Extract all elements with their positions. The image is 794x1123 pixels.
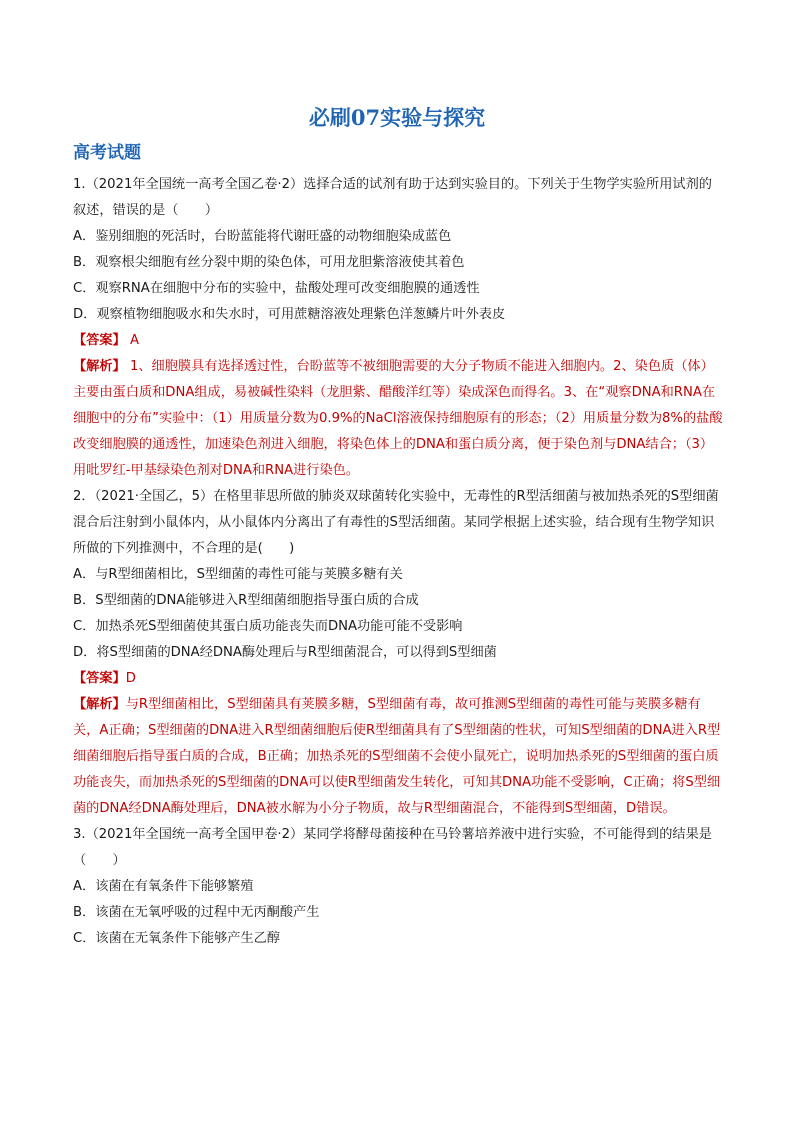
option-d: D．观察植物细胞吸水和失水时，可用蔗糖溶液处理紫色洋葱鳞片叶外表皮: [73, 307, 506, 322]
analysis-label: 【解析】: [73, 697, 126, 712]
answer-value: D: [125, 671, 136, 686]
analysis-text: 1、细胞膜具有选择透过性，台盼蓝等不被细胞需要的大分子物质不能进入细胞内。2、染色质（体）主要由蛋白质和DNA组成，易被碱性染料（龙胆紫、醋酸洋红等）染成深色而得名。3、在“观察DNA和RNA在细胞中的分布”实验中：（1）用质量分数为0.9%的NaCl溶液保持细胞原有的形态；（2）用质量分数为8%的盐酸改变细胞膜的通透性，加速染色剂进入细胞，将染色体上的DNA和蛋白质分离，便于染色剂与DNA结合；（3）用吡罗红-甲基绿染色剂对DNA和RNA进行染色。: [73, 359, 723, 478]
answer-label: 【答案】: [73, 333, 126, 348]
analysis-text: 与R型细菌相比，S型细菌具有荚膜多糖，S型细菌有毒，故可推测S型细菌的毒性可能与荚膜多糖有关，A正确；S型细菌的DNA进入R型细菌细胞后使R型细菌具有了S型细菌的性状，可知S型细菌的DNA进入R型细菌细胞后指导蛋白质的合成，B正确；加热杀死的S型细菌不会使小鼠死亡，说明加热杀死的S型细菌的蛋白质功能丧失，而加热杀死的S型细菌的DNA可以使R型细菌发生转化，可知其DNA功能不受影响，C正确；将S型细菌的DNA经DNA酶处理后，DNA被水解为小分子物质，故与R型细菌混合，不能得到S型细菌，D错误。: [73, 697, 721, 816]
option-a: A．该菌在有氧条件下能够繁殖: [73, 879, 254, 894]
document-body: [73, 172, 723, 952]
option-c: C．加热杀死S型细菌使其蛋白质功能丧失而DNA功能可能不受影响: [73, 619, 463, 634]
question-3: [73, 822, 723, 952]
answer-line: [73, 666, 723, 692]
option-a: A．鉴别细胞的死活时，台盼蓝能将代谢旺盛的动物细胞染成蓝色: [73, 229, 452, 244]
answer-line: [73, 328, 723, 354]
option-d: D．将S型细菌的DNA经DNA酶处理后与R型细菌混合，可以得到S型细菌: [73, 645, 497, 660]
section-heading: 高考试题: [73, 143, 141, 163]
question-1: [73, 172, 723, 484]
page-title: 必刷07实验与探究: [308, 105, 486, 130]
answer-label: 【答案】: [73, 671, 126, 686]
option-c: C．观察RNA在细胞中分布的实验中，盐酸处理可改变细胞膜的通透性: [73, 281, 480, 296]
analysis-label: 【解析】: [73, 359, 126, 374]
option-b: B．S型细菌的DNA能够进入R型细菌细胞指导蛋白质的合成: [73, 593, 419, 608]
option-c: C．该菌在无氧条件下能够产生乙醇: [73, 931, 281, 946]
question-stem: 3.（2021年全国统一高考全国甲卷·2）某同学将酵母菌接种在马铃薯培养液中进行实验，不可能得到的结果是（ ）: [73, 827, 712, 868]
option-a: A．与R型细菌相比，S型细菌的毒性可能与荚膜多糖有关: [73, 567, 403, 582]
analysis-line: [73, 692, 723, 822]
analysis-line: [73, 354, 723, 484]
question-stem: 1.（2021年全国统一高考全国乙卷·2）选择合适的试剂有助于达到实验目的。下列关于生物学实验所用试剂的叙述，错误的是（ ）: [73, 177, 712, 218]
option-b: B．观察根尖细胞有丝分裂中期的染色体，可用龙胆紫溶液使其着色: [73, 255, 465, 270]
question-stem: 2．（2021·全国乙，5）在格里菲思所做的肺炎双球菌转化实验中，无毒性的R型活细菌与被加热杀死的S型细菌混合后注射到小鼠体内，从小鼠体内分离出了有毒性的S型活细菌。某同学根据上述实验，结合现有生物学知识所做的下列推测中，不合理的是( ): [73, 489, 719, 556]
question-2: [73, 484, 723, 822]
option-b: B．该菌在无氧呼吸的过程中无丙酮酸产生: [73, 905, 320, 920]
answer-value: A: [129, 333, 139, 348]
